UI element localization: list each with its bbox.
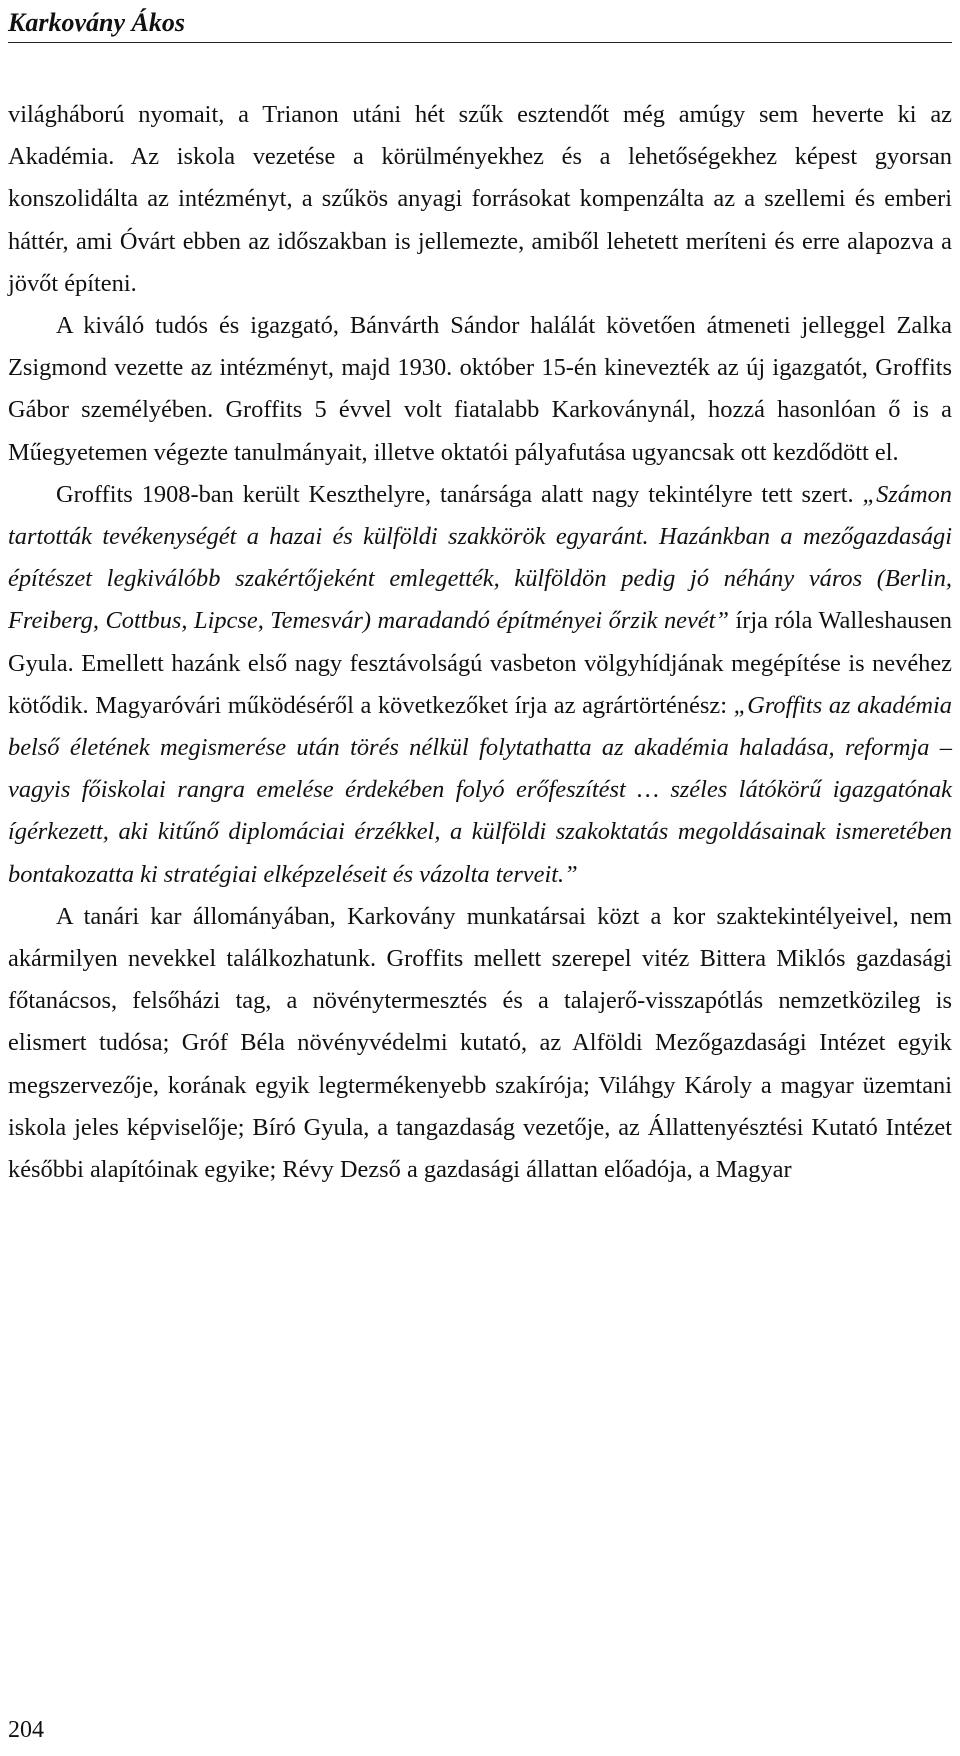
walleshausen-quote: „Számon tartották tevékenységét a hazai és külföldi szakkörök egyaránt. Hazánkban a mezőgazdasági építészet legkiválóbb szakértőjeként emlegették, külföldön pedig jó néhány város (Berlin, Freiberg, Cottbus, Lipcse, Temesvár) maradandó építményei őrzik nevét” xyxy=(8,480,952,635)
groffits-text-1: Groffits 1908-ban került Keszthelyre, tanársága alatt nagy tekintélyre tett szert. xyxy=(56,480,863,508)
paragraph-faculty: A tanári kar állományában, Karkovány munkatársai közt a kor szaktekintélyeivel, nem akármilyen nevekkel találkozhatunk. Groffits mellett szerepel vitéz Bittera Miklós gazdasági főtanácsos, felsőházi tag, a növénytermesztés és a talajerő-visszapótlás nemzetközileg is elismert tudósa; Gróf Béla növényvédelmi kutató, az Alföldi Mezőgazdasági Intézet egyik megszervezője, korának egyik legtermékenyebb szakírója; Viláhgy Károly a magyar üzemtani iskola jeles képviselője; Bíró Gyula, a tangazdaság vezetője, az Állattenyésztési Kutató Intézet későbbi alapítóinak egyike; Révy Dezső a gazdasági állattan előadója, a Magyar xyxy=(8,902,952,1184)
historian-quote: „Groffits az akadémia belső életének megismerése után törés nélkül folytathatta az akadémia haladása, reformja – vagyis főiskolai rangra emelése érdekében folyó erőfeszítést … széles látókörű igazgatónak ígérkezett, aki kitűnő diplomáciai érzékkel, a külföldi szakoktatás megoldásainak ismeretében bontakozatta ki stratégiai elképzeléseit és vázolta terveit.” xyxy=(8,691,952,888)
paragraph-director-succession: A kiváló tudós és igazgató, Bánvárth Sándor halálát követően átmeneti jelleggel Zalka Zsigmond vezette az intézményt, majd 1930. október 15-én kinevezték az új igazgatót, Groffits Gábor személyében. Groffits 5 évvel volt fiatalabb Karkoványnál, hozzá hasonlóan ő is a Műegyetemen végezte tanulmányait, illetve oktatói pályafutása ugyancsak ott kezdődött el. xyxy=(8,312,952,466)
running-header xyxy=(8,4,952,43)
body-text xyxy=(8,94,952,1191)
groffits-text-2: írja róla Walleshausen Gyula. Emellett hazánk első nagy fesztávolságú vasbeton völgyhídjának megépítése is nevéhez kötődik. Magyaróvári működéséről a következőket írja az agrártörténész: xyxy=(8,607,952,719)
paragraph-groffits xyxy=(8,474,952,896)
page-number: 204 xyxy=(8,1717,44,1743)
running-title: Karkovány Ákos xyxy=(8,8,185,37)
paragraph-continuation: világháború nyomait, a Trianon utáni hét szűk esztendőt még amúgy sem heverte ki az Akadémia. Az iskola vezetése a körülményekhez és a lehetőségekhez képest gyorsan konszolidálta az intézményt, a szűkös anyagi forrásokat kompenzálta az a szellemi és emberi háttér, ami Óvárt ebben az időszakban is jellemezte, amiből lehetett meríteni és erre alapozva a jövőt építeni. xyxy=(8,101,952,297)
